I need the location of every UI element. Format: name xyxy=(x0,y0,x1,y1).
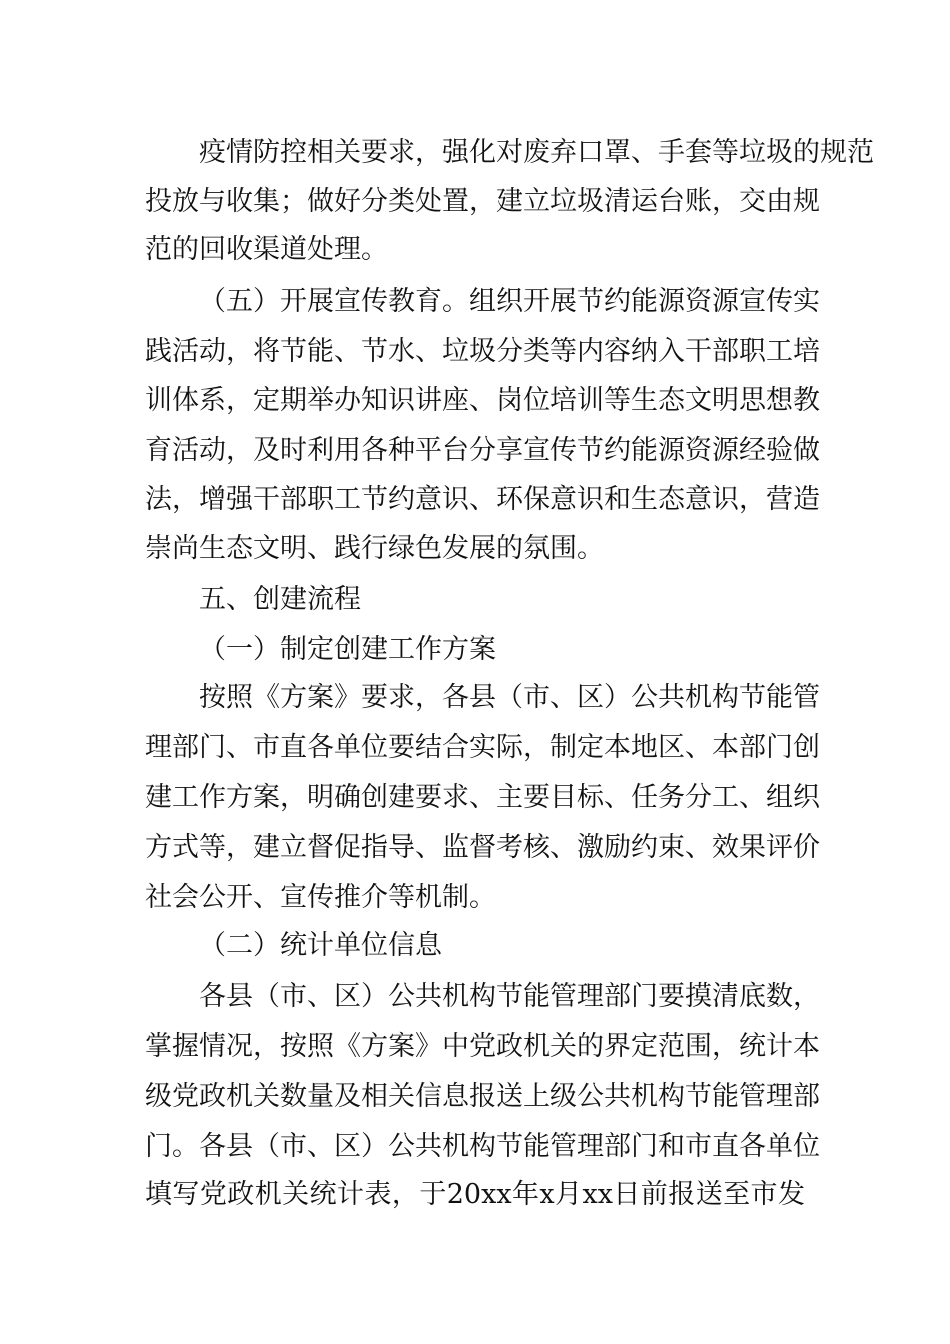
text-line: 践活动，将节能、节水、垃圾分类等内容纳入干部职工培 xyxy=(145,336,820,367)
text-line: 各县（市、区）公共机构节能管理部门要摸清底数， xyxy=(199,981,820,1012)
text-line: 方式等，建立督促指导、监督考核、激励约束、效果评价 xyxy=(145,832,820,863)
text-line: （二）统计单位信息 xyxy=(199,930,442,961)
text-line: 填写党政机关统计表，于20xx年x月xx日前报送至市发 xyxy=(145,1179,805,1210)
text-line: 建工作方案，明确创建要求、主要目标、任务分工、组织 xyxy=(145,782,820,813)
text-line: 育活动，及时利用各种平台分享宣传节约能源资源经验做 xyxy=(145,435,820,466)
text-line: 门。各县（市、区）公共机构节能管理部门和市直各单位 xyxy=(145,1131,820,1162)
text-line: 法，增强干部职工节约意识、环保意识和生态意识，营造 xyxy=(145,484,820,515)
text-line: 按照《方案》要求，各县（市、区）公共机构节能管 xyxy=(199,682,820,713)
text-line: 投放与收集；做好分类处置，建立垃圾清运台账，交由规 xyxy=(145,186,820,217)
text-line: 范的回收渠道处理。 xyxy=(145,234,388,265)
text-line: （五）开展宣传教育。组织开展节约能源资源宣传实 xyxy=(199,286,820,317)
text-line: 社会公开、宣传推介等机制。 xyxy=(145,882,496,913)
text-line: 崇尚生态文明、践行绿色发展的氛围。 xyxy=(145,533,604,564)
text-line: 掌握情况，按照《方案》中党政机关的界定范围，统计本 xyxy=(145,1031,820,1062)
text-line: 疫情防控相关要求，强化对废弃口罩、手套等垃圾的规范 xyxy=(199,137,874,168)
text-line: 级党政机关数量及相关信息报送上级公共机构节能管理部 xyxy=(145,1081,820,1112)
text-line: 理部门、市直各单位要结合实际，制定本地区、本部门创 xyxy=(145,732,820,763)
text-line: （一）制定创建工作方案 xyxy=(199,634,496,665)
text-line: 五、创建流程 xyxy=(199,584,361,615)
text-line: 训体系，定期举办知识讲座、岗位培训等生态文明思想教 xyxy=(145,385,820,416)
